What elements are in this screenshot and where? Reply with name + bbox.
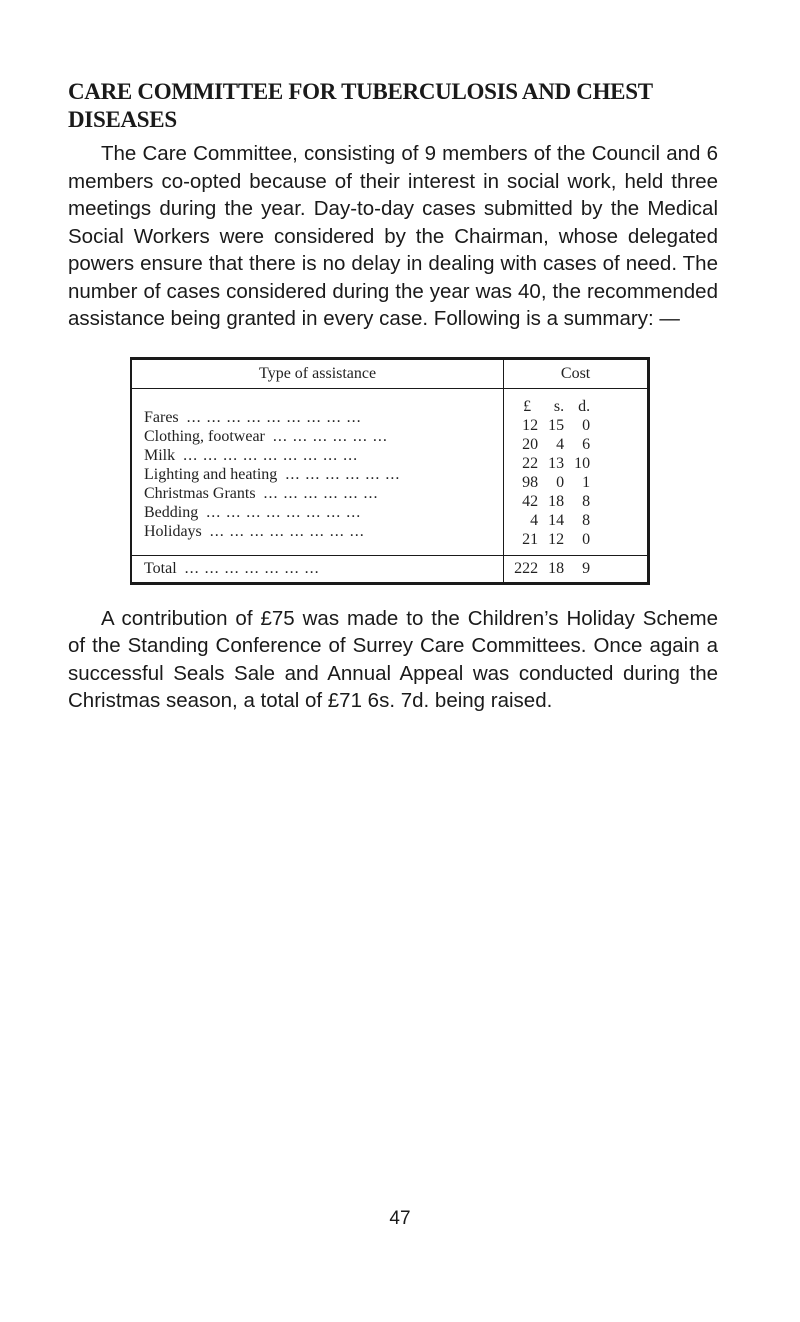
shillings-value: 15: [548, 416, 565, 434]
total-row: [132, 556, 501, 582]
cost-row-christmas: [516, 492, 647, 511]
total-pounds: 222: [514, 559, 539, 577]
pounds-value: 12: [522, 416, 539, 434]
row-label: Holidays: [144, 522, 202, 540]
shillings-value: 14: [548, 511, 565, 529]
shillings-value: 18: [548, 492, 565, 510]
page-number: 47: [389, 1208, 411, 1229]
table-row-bedding: [144, 503, 501, 522]
leader-dots: ... ... ... ... ... ...: [263, 484, 379, 502]
document-page: [68, 78, 718, 715]
pounds-value: 42: [522, 492, 539, 510]
page-title: CARE COMMITTEE FOR TUBERCULOSIS AND CHEST DISEASES: [68, 79, 653, 132]
total-cost-cell: [504, 555, 649, 583]
table-row-christmas: [144, 484, 501, 503]
pence-value: 0: [582, 530, 591, 548]
pounds-value: 4: [530, 511, 539, 529]
type-column-body: [131, 388, 504, 555]
total-pence: 9: [582, 559, 591, 577]
row-label: Lighting and heating: [144, 465, 278, 483]
pounds-value: 21: [522, 530, 539, 548]
intro-paragraph: The Care Committee, consisting of 9 members of the Council and 6 members co-opted because of their interest in social work, held three meetings during the year. Day-to-day cases submitted by the Medical Social Workers were considered by the Chairman, whose delegated powers ensure that there is no delay in dealing with cases of need. The number of cases considered during the year was 40, the recommended assistance being granted in every case. Following is a summary: —: [68, 142, 718, 330]
pounds-value: 98: [522, 473, 539, 491]
table-row-milk: [144, 446, 501, 465]
total-cost: [508, 556, 647, 582]
table-row-lighting: [144, 465, 501, 484]
shillings-value: 4: [556, 435, 565, 453]
cost-column-body: [504, 388, 649, 555]
pence-value: 8: [582, 511, 591, 529]
pounds-unit: £: [523, 397, 532, 415]
cost-row-fares: [516, 416, 647, 435]
leader-dots: ... ... ... ... ... ... ... ... ...: [186, 408, 362, 426]
table-row-clothing: [144, 427, 501, 446]
row-label: Bedding: [144, 503, 199, 521]
cost-row-milk: [516, 454, 647, 473]
row-label: Clothing, footwear: [144, 427, 265, 445]
pence-value: 0: [582, 416, 591, 434]
pence-value: 8: [582, 492, 591, 510]
leader-dots: ... ... ... ... ... ...: [285, 465, 401, 483]
cost-row-bedding: [516, 511, 647, 530]
shillings-value: 0: [556, 473, 565, 491]
cost-column-header: Cost: [504, 358, 649, 388]
cost-row-holidays: [516, 530, 647, 549]
pence-unit: d.: [578, 397, 591, 415]
leader-dots: ... ... ... ... ... ... ... ...: [209, 522, 365, 540]
closing-paragraph: A contribution of £75 was made to the Children’s Holiday Scheme of the Standing Conference of Surrey Care Committees. Once again a successful Seals Sale and Annual Appeal was conducted during the Christmas season, a total of £71 6s. 7d. being raised.: [68, 606, 718, 712]
pounds-value: 22: [522, 454, 539, 472]
shillings-value: 13: [548, 454, 565, 472]
shillings-value: 12: [548, 530, 565, 548]
cost-row-lighting: [516, 473, 647, 492]
cost-row-clothing: [516, 435, 647, 454]
type-column-header: Type of assistance: [131, 358, 504, 388]
row-label: Christmas Grants: [144, 484, 256, 502]
leader-dots: ... ... ... ... ... ... ...: [184, 559, 320, 577]
total-shillings: 18: [548, 559, 565, 577]
total-label: Total: [144, 559, 177, 577]
currency-units: [516, 397, 647, 416]
summary-table: [130, 357, 650, 585]
pence-value: 1: [582, 473, 591, 491]
leader-dots: ... ... ... ... ... ... ... ... ...: [183, 446, 359, 464]
leader-dots: ... ... ... ... ... ... ... ...: [206, 503, 362, 521]
row-label: Fares: [144, 408, 179, 426]
assistance-table: [130, 357, 650, 585]
shillings-unit: s.: [553, 397, 565, 415]
row-label: Milk: [144, 446, 176, 464]
pence-value: 6: [582, 435, 591, 453]
table-row-holidays: [144, 522, 501, 541]
pounds-value: 20: [522, 435, 539, 453]
pence-value: 10: [574, 454, 591, 472]
table-row-fares: [144, 408, 501, 427]
total-label-cell: [131, 555, 504, 583]
leader-dots: ... ... ... ... ... ...: [272, 427, 388, 445]
